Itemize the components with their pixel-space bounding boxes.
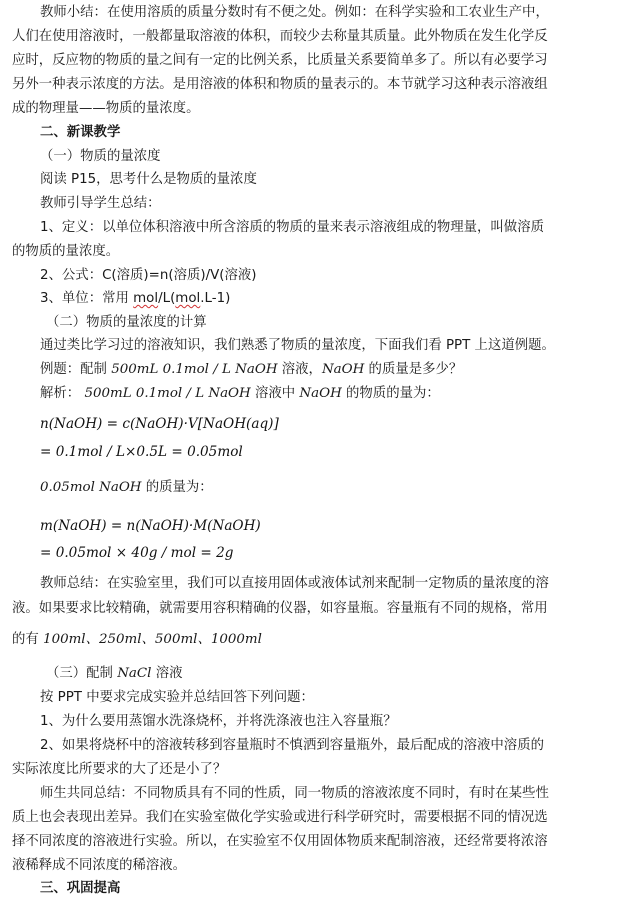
analysis-naoh: NaOH — [299, 386, 342, 401]
summary-paragraph-line-5: 成的物理量——物质的量浓度。 — [12, 101, 200, 116]
example-solution-word: 溶液， — [277, 362, 322, 377]
question-2-line-1: 2、如果将烧杯中的溶液转移到容量瓶时不慎洒到容量瓶外，最后配成的溶液中溶质的 — [40, 738, 544, 753]
summary-paragraph-line-3: 应时，反应物的物质的量之间有一定的比例关系，比质量关系要简单多了。所以有必要学习 — [12, 53, 548, 68]
subsection-3-suffix: 溶液 — [151, 666, 183, 681]
reading-instruction: 阅读 P15，思考什么是物质的量浓度 — [40, 172, 257, 187]
teacher-guide-line: 教师引导学生总结： — [40, 196, 161, 211]
mass-intro-line — [40, 476, 213, 500]
teacher-summary-line-1: 教师总结：在实验室里，我们可以直接用固体或液体试剂来配制一定物质的量浓度的溶 — [40, 576, 549, 591]
example-question — [40, 358, 462, 382]
analysis-in-solution: 溶液中 — [250, 386, 300, 401]
flask-sizes-label: 的有 — [12, 632, 44, 647]
definition-line-1: 1、定义：以单位体积溶液中所含溶质的物质的量来表示溶液组成的物理量，叫做溶质 — [40, 220, 544, 235]
equation-mass-2: = 0.05mol × 40g / mol = 2g — [40, 545, 234, 561]
unit-line — [40, 287, 230, 311]
subsection-heading-1: （一）物质的量浓度 — [40, 149, 161, 164]
analysis-tail: 的物质的量为： — [341, 386, 440, 401]
unit-mol-2: mol — [175, 291, 201, 306]
summary-paragraph-line-4: 另外一种表示浓度的方法。是用溶液的体积和物质的量表示的。本节就学习这种表示溶液组 — [12, 77, 548, 92]
subsection-3-nacl: NaCl — [117, 666, 152, 681]
mass-intro-text: 的质量为： — [141, 480, 213, 495]
definition-line-2: 的物质的量浓度。 — [12, 244, 120, 259]
flask-sizes: 100ml、250ml、500ml、1000ml — [43, 632, 262, 647]
unit-mol-1: mol — [133, 291, 159, 306]
example-naoh: NaOH — [321, 362, 365, 377]
analogy-paragraph: 通过类比学习过的溶液知识，我们熟悉了物质的量浓度，下面我们看 PPT 上这道例题。 — [40, 338, 555, 353]
section-heading-consolidation: 三、巩固提高 — [40, 881, 121, 896]
analysis-label: 解析： — [40, 386, 85, 401]
question-1: 1、为什么要用蒸馏水洗涤烧杯，并将洗涤液也注入容量瓶？ — [40, 714, 397, 729]
question-2-line-2: 实际浓度比所要求的大了还是小了？ — [12, 762, 227, 777]
subsection-3-prefix: （三）配制 — [46, 666, 118, 681]
mass-intro-quantity: 0.05mol NaOH — [40, 480, 142, 495]
example-label: 例题：配制 — [40, 362, 112, 377]
equation-mass-1: m(NaOH) = n(NaOH)·M(NaOH) — [40, 518, 261, 534]
joint-summary-line-1: 师生共同总结：不同物质具有不同的性质，同一物质的溶液浓度不同时，有时在某些性 — [40, 786, 549, 801]
summary-paragraph-line-2: 人们在使用溶液时，一般都量取溶液的体积，而较少去称量其质量。此外物质在发生化学反 — [12, 29, 548, 44]
analysis-solution-spec: 500mL 0.1mol / L NaOH — [84, 386, 251, 401]
unit-per-liter: /L( — [158, 291, 176, 306]
example-solution-spec: 500mL 0.1mol / L NaOH — [111, 362, 278, 377]
formula-line: 2、公式：C(溶质)=n(溶质)/V(溶液) — [40, 268, 257, 283]
joint-summary-line-4: 液稀释成不同浓度的稀溶液。 — [12, 858, 187, 873]
section-heading-new-lesson: 二、新课教学 — [40, 125, 121, 140]
equation-moles-1: n(NaOH) = c(NaOH)·V[NaOH(aq)] — [40, 416, 279, 432]
analysis-line — [40, 382, 440, 406]
summary-paragraph-line-1: 教师小结：在使用溶质的质量分数时有不便之处。例如：在科学实验和工农业生产中， — [40, 5, 549, 20]
experiment-instruction: 按 PPT 中要求完成实验并总结回答下列问题： — [40, 690, 314, 705]
joint-summary-line-3: 择不同浓度的溶液进行实验。所以，在实验室不仅用固体物质来配制溶液，还经常要将浓溶 — [12, 834, 548, 849]
joint-summary-line-2: 质上也会表现出差异。我们在实验室做化学实验或进行科学研究时，需要根据不同的情况选 — [12, 810, 548, 825]
subsection-heading-2: （二）物质的量浓度的计算 — [46, 315, 207, 330]
equation-moles-2: = 0.1mol / L×0.5L = 0.05mol — [40, 444, 243, 460]
teacher-summary-line-3 — [12, 628, 262, 652]
subsection-heading-3 — [46, 662, 183, 686]
unit-liter-inverse: .L-1) — [200, 291, 231, 306]
unit-label: 3、单位：常用 — [40, 291, 134, 306]
teacher-summary-line-2: 液。如果要求比较精确，就需要用容积精确的仪器，如容量瓶。容量瓶有不同的规格，常用 — [12, 601, 548, 616]
example-question-tail: 的质量是多少？ — [364, 362, 463, 377]
